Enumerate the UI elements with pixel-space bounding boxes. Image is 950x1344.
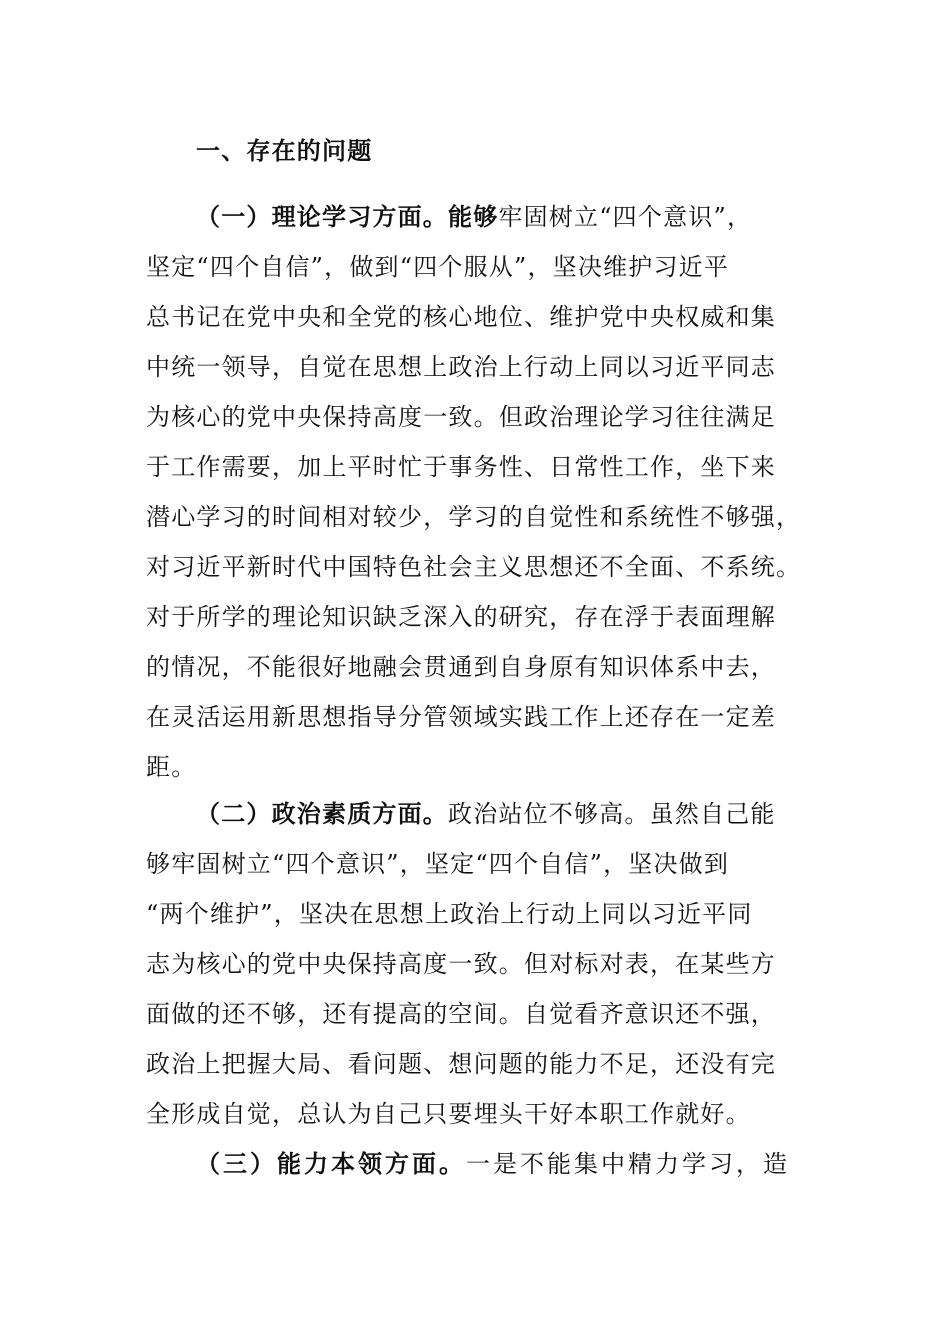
section-heading: 一、存在的问题 bbox=[196, 136, 373, 165]
paragraph-1-line: 为核心的党中央保持高度一致。但政治理论学习往往满足 bbox=[146, 403, 776, 431]
paragraph-1-first-line-text: 牢固树立“四个意识”， bbox=[498, 203, 753, 231]
paragraph-3-lead: （三）能力本领方面。 bbox=[196, 1149, 466, 1178]
paragraph-1-line: 对习近平新时代中国特色社会主义思想还不全面、不系统。 bbox=[146, 553, 802, 581]
paragraph-2-lead: （二）政治素质方面。 bbox=[196, 799, 448, 828]
paragraph-2-line: 面做的还不够，还有提高的空间。自觉看齐意识还不强， bbox=[146, 1000, 776, 1028]
paragraph-1-line: 于工作需要，加上平时忙于事务性、日常性工作，坐下来 bbox=[146, 453, 776, 481]
paragraph-2-first-line bbox=[196, 797, 776, 831]
paragraph-2-first-line-text: 政治站位不够高。虽然自己能 bbox=[448, 800, 776, 828]
paragraph-2-line: 志为核心的党中央保持高度一致。但对标对表，在某些方 bbox=[146, 950, 776, 978]
paragraph-2-line: 政治上把握大局、看问题、想问题的能力不足，还没有完 bbox=[146, 1050, 776, 1078]
paragraph-3-first-line bbox=[196, 1147, 790, 1181]
paragraph-1-line: 总书记在党中央和全党的核心地位、维护党中央权威和集 bbox=[146, 303, 776, 331]
paragraph-2-line: 全形成自觉，总认为自己只要埋头干好本职工作就好。 bbox=[146, 1100, 751, 1128]
paragraph-1-line: 距。 bbox=[146, 753, 197, 781]
paragraph-2-line: “两个维护”，坚决在思想上政治上行动上同以习近平同 bbox=[146, 900, 753, 928]
paragraph-1-first-line bbox=[196, 200, 752, 234]
paragraph-1-line: 对于所学的理论知识缺乏深入的研究，存在浮于表面理解 bbox=[146, 603, 776, 631]
paragraph-1-line: 潜心学习的时间相对较少，学习的自觉性和系统性不够强， bbox=[146, 503, 802, 531]
paragraph-2-line: 够牢固树立“四个意识”，坚定“四个自信”，坚决做到 bbox=[146, 850, 730, 878]
paragraph-1-line: 中统一领导，自觉在思想上政治上行动上同以习近平同志 bbox=[146, 353, 776, 381]
paragraph-3-first-line-text: 一是不能集中精力学习，造 bbox=[466, 1150, 790, 1178]
paragraph-1-lead: （一）理论学习方面。能够 bbox=[196, 202, 499, 231]
paragraph-1-line: 坚定“四个自信”，做到“四个服从”，坚决维护习近平 bbox=[146, 253, 730, 281]
paragraph-1-line: 在灵活运用新思想指导分管领域实践工作上还存在一定差 bbox=[146, 703, 776, 731]
paragraph-1-line: 的情况，不能很好地融会贯通到自身原有知识体系中去， bbox=[146, 653, 776, 681]
